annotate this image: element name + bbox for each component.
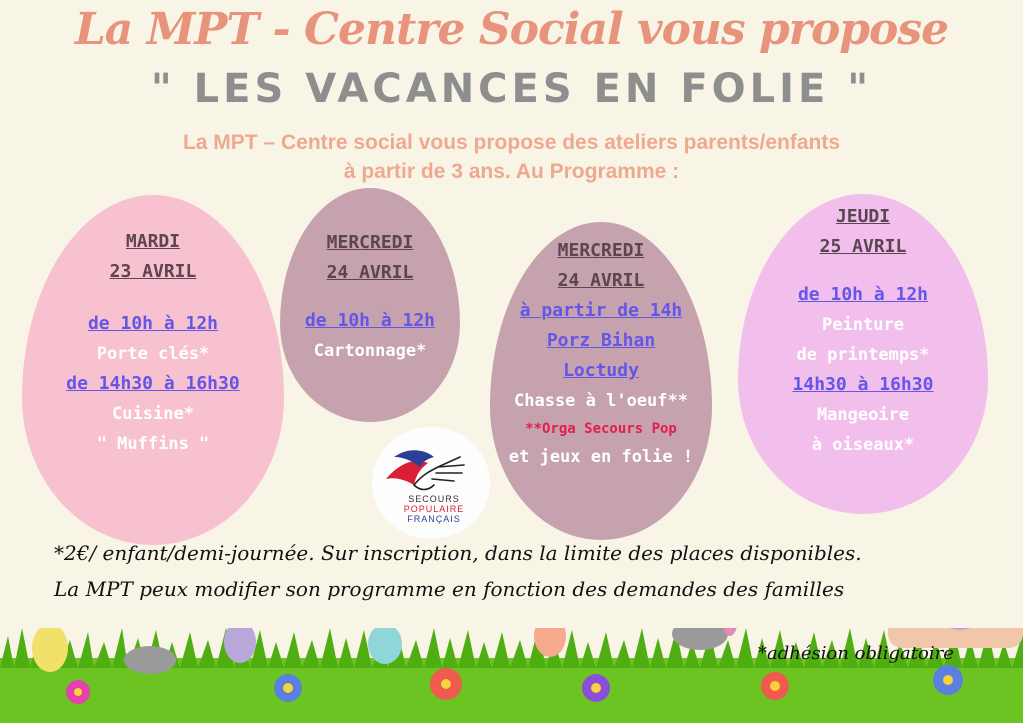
activity: Peinture [822,315,904,335]
activity: Cartonnage* [313,341,427,361]
intro-line-1: La MPT – Centre social vous propose des ateliers parents/enfants [182,131,841,154]
egg-mardi [22,195,284,545]
egg-date: 23 AVRIL [109,261,197,282]
time-slot: 14h30 à 16h30 [792,374,934,395]
time-slot: de 10h à 12h [87,313,219,334]
logo-line-2: POPULAIRE [403,504,465,514]
organizer-note: **Orga Secours Pop [525,421,677,437]
location: Porz Bihan [546,330,656,351]
intro-text [40,128,983,186]
activity: Porte clés* [96,344,210,364]
activity: et jeux en folie ! [508,447,694,467]
time-slot: de 10h à 12h [304,310,436,331]
egg-date: 24 AVRIL [326,262,414,283]
egg-date: 24 AVRIL [557,270,645,291]
egg-mercredi-apres-midi [490,222,712,540]
egg-day: MERCREDI [557,240,645,261]
intro-line-2: à partir de 3 ans. Au Programme : [343,160,680,183]
location: Loctudy [563,360,639,381]
activity: à oiseaux* [811,435,915,455]
activity: de printemps* [796,345,930,365]
activity: Mangeoire [816,405,910,425]
footer-notes [54,535,984,607]
egg-mercredi-matin [280,188,460,422]
egg-day: MARDI [125,231,181,252]
membership-note: *adhésion obligatoire [758,643,954,664]
time-slot: de 14h30 à 16h30 [66,373,240,394]
activity: Cuisine* [112,404,194,424]
egg-jeudi [738,194,988,514]
logo-line-3: FRANÇAIS [407,514,461,524]
program-note: La MPT peux modifier son programme en fonction des demandes des familles [54,577,845,601]
logo-line-1: SECOURS [408,494,460,504]
time-slot: à partir de 14h [519,300,683,321]
page-subtitle: " LES VACANCES EN FOLIE " [150,66,873,112]
egg-day: JEUDI [835,206,891,227]
price-note: *2€/ enfant/demi-journée. Sur inscription, dans la limite des places disponibles. [54,541,862,565]
egg-day: MERCREDI [326,232,414,253]
activity: Chasse à l'oeuf** [514,391,688,411]
page-title: La MPT - Centre Social vous propose [74,4,949,55]
time-slot: de 10h à 12h [797,284,929,305]
egg-date: 25 AVRIL [819,236,907,257]
logo-text [384,494,484,524]
activity: " Muffins " [96,434,210,454]
